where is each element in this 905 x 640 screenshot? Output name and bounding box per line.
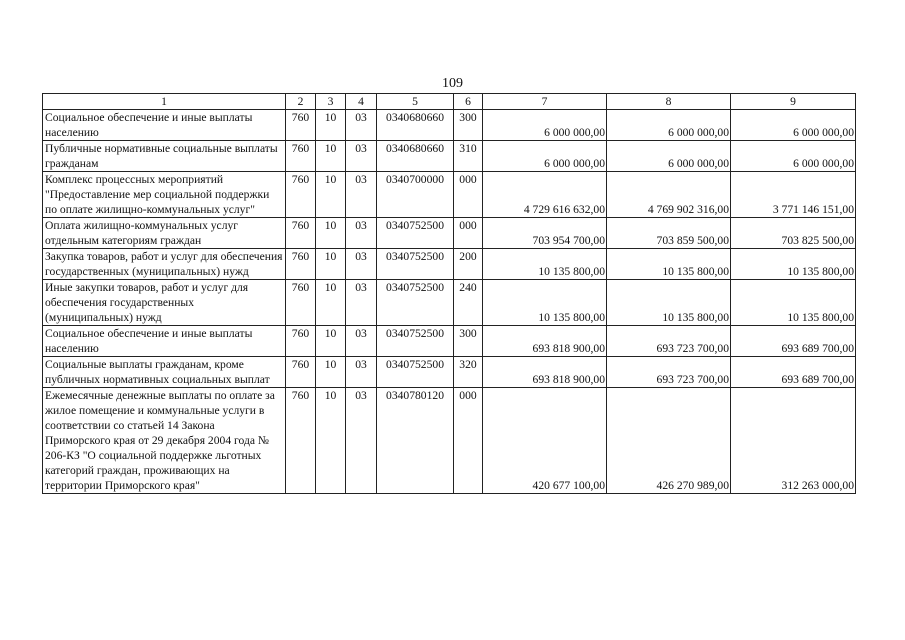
table-row: [43, 110, 856, 141]
column-header: 8: [607, 94, 731, 110]
subsection-cell: 03: [346, 388, 377, 494]
code-cell: 760: [286, 357, 316, 388]
target-article-cell: 0340700000: [377, 172, 454, 218]
subsection-cell: 03: [346, 172, 377, 218]
row-name-cell: Ежемесячные денежные выплаты по оплате за жилое помещение и коммунальные услуги в соответствии со статьей 14 Закона Приморского края от 29 декабря 2004 года № 206-КЗ "О социальной поддержке льготных категорий граждан, проживающих на территории Приморского края": [43, 388, 286, 494]
amount-cell: 703 954 700,00: [483, 218, 607, 249]
amount-cell: 693 818 900,00: [483, 357, 607, 388]
row-name-cell: Публичные нормативные социальные выплаты гражданам: [43, 141, 286, 172]
table-row: [43, 141, 856, 172]
page-number: 109: [442, 76, 463, 91]
row-name-cell: Социальные выплаты гражданам, кроме публичных нормативных социальных выплат: [43, 357, 286, 388]
amount-cell: 4 769 902 316,00: [607, 172, 731, 218]
target-article-cell: 0340752500: [377, 326, 454, 357]
amount-cell: 6 000 000,00: [731, 110, 856, 141]
row-name-cell: Закупка товаров, работ и услуг для обеспечения государственных (муниципальных) нужд: [43, 249, 286, 280]
amount-cell: 426 270 989,00: [607, 388, 731, 494]
expense-type-cell: 320: [454, 357, 483, 388]
amount-cell: 4 729 616 632,00: [483, 172, 607, 218]
column-header: 2: [286, 94, 316, 110]
amount-cell: 693 818 900,00: [483, 326, 607, 357]
section-cell: 10: [316, 218, 346, 249]
section-cell: 10: [316, 110, 346, 141]
section-cell: 10: [316, 326, 346, 357]
code-cell: 760: [286, 388, 316, 494]
row-name-cell: Комплекс процессных мероприятий "Предоставление мер социальной поддержки по оплате жилищно-коммунальных услуг": [43, 172, 286, 218]
subsection-cell: 03: [346, 357, 377, 388]
amount-cell: 10 135 800,00: [607, 249, 731, 280]
code-cell: 760: [286, 280, 316, 326]
table-row: [43, 388, 856, 494]
code-cell: 760: [286, 141, 316, 172]
code-cell: 760: [286, 110, 316, 141]
amount-cell: 312 263 000,00: [731, 388, 856, 494]
target-article-cell: 0340752500: [377, 357, 454, 388]
amount-cell: 6 000 000,00: [731, 141, 856, 172]
amount-cell: 693 689 700,00: [731, 357, 856, 388]
subsection-cell: 03: [346, 218, 377, 249]
amount-cell: 6 000 000,00: [607, 141, 731, 172]
subsection-cell: 03: [346, 141, 377, 172]
amount-cell: 693 723 700,00: [607, 357, 731, 388]
amount-cell: 10 135 800,00: [483, 249, 607, 280]
column-header: 3: [316, 94, 346, 110]
expense-type-cell: 240: [454, 280, 483, 326]
code-cell: 760: [286, 326, 316, 357]
amount-cell: 6 000 000,00: [483, 110, 607, 141]
column-header: 4: [346, 94, 377, 110]
expense-type-cell: 300: [454, 326, 483, 357]
amount-cell: 703 825 500,00: [731, 218, 856, 249]
expense-type-cell: 000: [454, 218, 483, 249]
code-cell: 760: [286, 218, 316, 249]
amount-cell: 6 000 000,00: [607, 110, 731, 141]
amount-cell: 3 771 146 151,00: [731, 172, 856, 218]
amount-cell: 420 677 100,00: [483, 388, 607, 494]
amount-cell: 693 723 700,00: [607, 326, 731, 357]
table-row: [43, 326, 856, 357]
amount-cell: 10 135 800,00: [483, 280, 607, 326]
amount-cell: 10 135 800,00: [607, 280, 731, 326]
target-article-cell: 0340680660: [377, 110, 454, 141]
section-cell: 10: [316, 357, 346, 388]
row-name-cell: Иные закупки товаров, работ и услуг для обеспечения государственных (муниципальных) нужд: [43, 280, 286, 326]
target-article-cell: 0340680660: [377, 141, 454, 172]
target-article-cell: 0340752500: [377, 218, 454, 249]
table-row: [43, 357, 856, 388]
subsection-cell: 03: [346, 280, 377, 326]
section-cell: 10: [316, 249, 346, 280]
table-row: [43, 280, 856, 326]
expense-type-cell: 200: [454, 249, 483, 280]
code-cell: 760: [286, 172, 316, 218]
expense-type-cell: 000: [454, 388, 483, 494]
code-cell: 760: [286, 249, 316, 280]
budget-table: [42, 93, 856, 494]
row-name-cell: Оплата жилищно-коммунальных услуг отдельным категориям граждан: [43, 218, 286, 249]
header-row: [43, 94, 856, 110]
table-row: [43, 172, 856, 218]
amount-cell: 10 135 800,00: [731, 249, 856, 280]
table-row: [43, 218, 856, 249]
target-article-cell: 0340780120: [377, 388, 454, 494]
column-header: 9: [731, 94, 856, 110]
column-header: 7: [483, 94, 607, 110]
table-row: [43, 249, 856, 280]
amount-cell: 6 000 000,00: [483, 141, 607, 172]
section-cell: 10: [316, 172, 346, 218]
target-article-cell: 0340752500: [377, 249, 454, 280]
amount-cell: 703 859 500,00: [607, 218, 731, 249]
column-header: 1: [43, 94, 286, 110]
target-article-cell: 0340752500: [377, 280, 454, 326]
row-name-cell: Социальное обеспечение и иные выплаты населению: [43, 326, 286, 357]
amount-cell: 10 135 800,00: [731, 280, 856, 326]
subsection-cell: 03: [346, 110, 377, 141]
column-header: 5: [377, 94, 454, 110]
section-cell: 10: [316, 141, 346, 172]
section-cell: 10: [316, 388, 346, 494]
expense-type-cell: 300: [454, 110, 483, 141]
row-name-cell: Социальное обеспечение и иные выплаты населению: [43, 110, 286, 141]
amount-cell: 693 689 700,00: [731, 326, 856, 357]
section-cell: 10: [316, 280, 346, 326]
expense-type-cell: 000: [454, 172, 483, 218]
expense-type-cell: 310: [454, 141, 483, 172]
subsection-cell: 03: [346, 249, 377, 280]
column-header: 6: [454, 94, 483, 110]
subsection-cell: 03: [346, 326, 377, 357]
